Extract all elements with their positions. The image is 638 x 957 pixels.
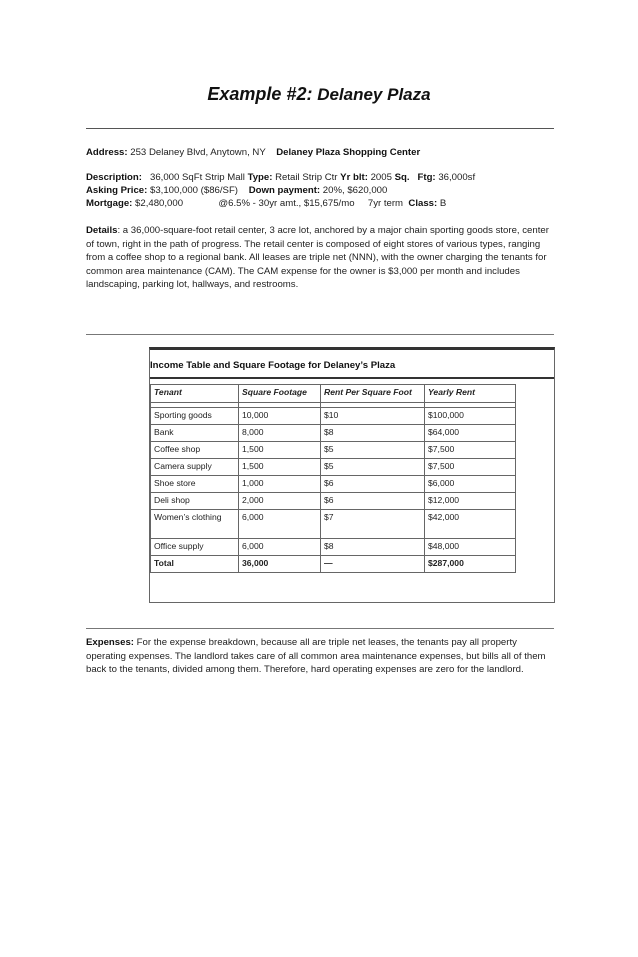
cell-total-rent-per-sq-ft: — [321, 556, 425, 573]
cell-total-label: Total [151, 556, 239, 573]
header-yearly-rent: Yearly Rent [425, 385, 516, 403]
title-sub: Delaney Plaza [317, 85, 431, 104]
cell-rent-per-sq-ft: $7 [321, 510, 425, 539]
type-label: Type: [247, 172, 273, 183]
mortgage-term: 7yr term [367, 198, 404, 209]
cell-yearly-rent: $42,000 [425, 510, 516, 539]
cell-square-footage: 1,500 [239, 442, 321, 459]
cell-rent-per-sq-ft: $6 [321, 493, 425, 510]
description-line [86, 171, 475, 184]
income-table-frame [149, 347, 555, 603]
class-label: Class: [408, 198, 438, 209]
details-label: Details [86, 225, 118, 236]
cell-yearly-rent: $7,500 [425, 459, 516, 476]
header-rent-per-sq-ft: Rent Per Square Foot [321, 385, 425, 403]
cell-square-footage: 6,000 [239, 510, 321, 539]
title-main: Example #2: [207, 84, 313, 104]
header-square-footage: Square Footage [239, 385, 321, 403]
cell-yearly-rent: $64,000 [425, 425, 516, 442]
mortgage-terms: @6.5% - 30yr amt., $15,675/mo [218, 198, 355, 209]
cell-tenant: Office supply [151, 539, 239, 556]
cell-square-footage: 2,000 [239, 493, 321, 510]
cell-rent-per-sq-ft: $5 [321, 442, 425, 459]
cell-tenant: Deli shop [151, 493, 239, 510]
cell-yearly-rent: $48,000 [425, 539, 516, 556]
table-row [151, 476, 516, 493]
divider [86, 334, 554, 335]
cell-yearly-rent: $100,000 [425, 408, 516, 425]
address-line [86, 146, 420, 159]
table-row [151, 493, 516, 510]
description-label: Description: [86, 172, 142, 183]
center-name: Delaney Plaza Shopping Center [276, 147, 421, 158]
cell-yearly-rent: $7,500 [425, 442, 516, 459]
table-row [151, 539, 516, 556]
yr-built-label: Yr blt: [340, 172, 368, 183]
cell-square-footage: 10,000 [239, 408, 321, 425]
divider [86, 628, 554, 629]
asking-price-label: Asking Price: [86, 185, 148, 196]
cell-square-footage: 6,000 [239, 539, 321, 556]
details-paragraph [86, 224, 556, 292]
cell-square-footage: 1,000 [239, 476, 321, 493]
table-total-row [151, 556, 516, 573]
table-row [151, 425, 516, 442]
expenses-label: Expenses: [86, 637, 134, 648]
cell-tenant: Camera supply [151, 459, 239, 476]
address-value: 253 Delaney Blvd, Anytown, NY [130, 147, 266, 158]
cell-rent-per-sq-ft: $8 [321, 425, 425, 442]
cell-tenant: Sporting goods [151, 408, 239, 425]
cell-rent-per-sq-ft: $10 [321, 408, 425, 425]
table-row [151, 459, 516, 476]
table-row [151, 510, 516, 539]
type-value: Retail Strip Ctr [275, 172, 338, 183]
asking-price-line [86, 184, 387, 197]
mortgage-line [86, 197, 446, 210]
cell-tenant: Women’s clothing [151, 510, 239, 539]
details-text: : a 36,000-square-foot retail center, 3 acre lot, anchored by a major chain sporting goods store, center of town, right in the path of progress. The retail center is composed of eight stores of various types, ranging from a coffee shop to a regional bank. All leases are triple net (NNN), with the owner charging the tenants for common area maintenance (CAM). The CAM expense for the owner is $3,000 per month and includes landscaping, parking lot, hallways, and restrooms. [86, 225, 549, 291]
page-title [0, 84, 638, 105]
cell-total-yearly-rent: $287,000 [425, 556, 516, 573]
address-label: Address: [86, 147, 128, 158]
class-value: B [439, 198, 447, 209]
ftg-value: 36,000sf [438, 172, 476, 183]
table-row [151, 442, 516, 459]
table-rule [150, 377, 554, 379]
divider [86, 128, 554, 129]
expenses-text: For the expense breakdown, because all are triple net leases, the tenants pay all property operating expenses. The landlord takes care of all common area maintenance expenses, but bills all of them back to the tenants, divided among them. Therefore, hard operating expenses are zero for the landlord. [86, 637, 546, 676]
cell-tenant: Bank [151, 425, 239, 442]
cell-yearly-rent: $6,000 [425, 476, 516, 493]
mortgage-value: $2,480,000 [135, 198, 184, 209]
income-table [150, 384, 516, 573]
cell-yearly-rent: $12,000 [425, 493, 516, 510]
down-payment-label: Down payment: [248, 185, 321, 196]
yr-built-value: 2005 [370, 172, 392, 183]
table-row [151, 408, 516, 425]
expenses-paragraph [86, 636, 556, 677]
cell-rent-per-sq-ft: $6 [321, 476, 425, 493]
header-tenant: Tenant [151, 385, 239, 403]
income-table-title: Income Table and Square Footage for Delaney’s Plaza [150, 360, 396, 371]
ftg-label: Ftg: [417, 172, 436, 183]
cell-total-square-footage: 36,000 [239, 556, 321, 573]
cell-rent-per-sq-ft: $5 [321, 459, 425, 476]
asking-price-value: $3,100,000 ($86/SF) [150, 185, 239, 196]
cell-tenant: Shoe store [151, 476, 239, 493]
sq-label: Sq. [394, 172, 410, 183]
description-value: 36,000 SqFt Strip Mall [149, 172, 245, 183]
cell-square-footage: 1,500 [239, 459, 321, 476]
cell-square-footage: 8,000 [239, 425, 321, 442]
down-payment-value: 20%, $620,000 [322, 185, 388, 196]
cell-tenant: Coffee shop [151, 442, 239, 459]
mortgage-label: Mortgage: [86, 198, 133, 209]
cell-rent-per-sq-ft: $8 [321, 539, 425, 556]
